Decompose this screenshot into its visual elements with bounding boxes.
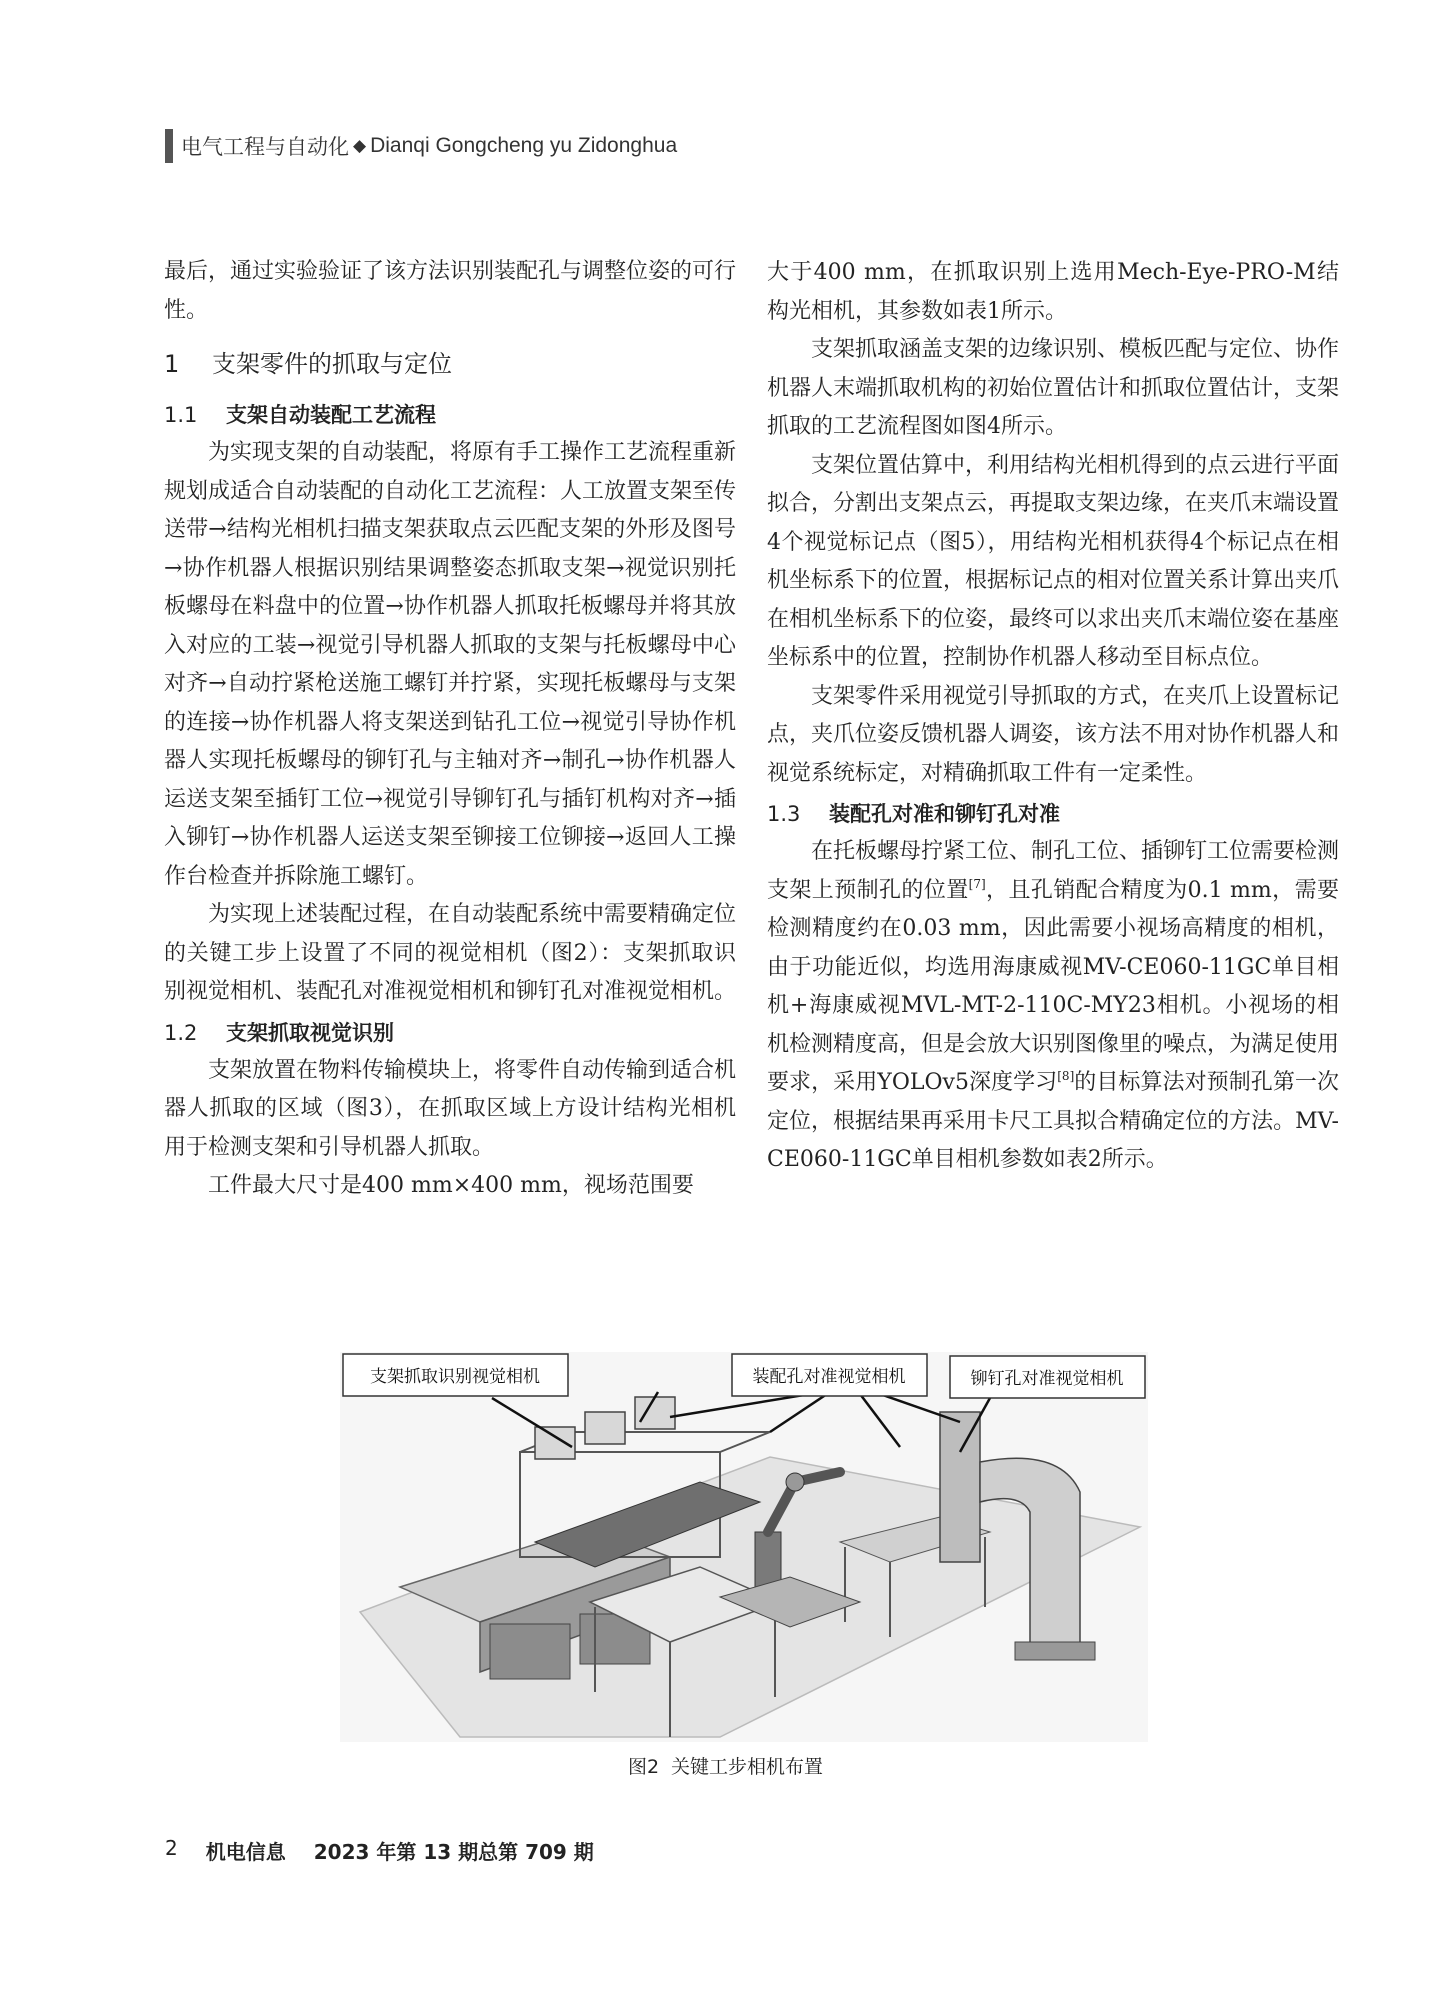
paragraph: 大于400 mm，在抓取识别上选用Mech-Eye-PRO-M结构光相机，其参数如表1所示。 [767, 260, 1339, 324]
subsection-heading-1-3 [767, 795, 1339, 833]
figure-caption-text: 关键工步相机布置 [671, 1756, 824, 1778]
citation-8: [8] [1057, 1069, 1075, 1083]
subsection-title: 装配孔对准和铆钉孔对准 [829, 802, 1060, 826]
journal-name: 机电信息 [205, 1840, 286, 1864]
header-pinyin-title: Dianqi Gongcheng yu Zidonghua [370, 134, 678, 157]
paragraph: 支架零件采用视觉引导抓取的方式，在夹爪上设置标记点，夹爪位姿反馈机器人调姿，该方法不用对协作机器人和视觉系统标定，对精确抓取工件有一定柔性。 [767, 683, 1340, 786]
section-title: 支架零件的抓取与定位 [212, 350, 452, 378]
subsection-heading-1-1 [164, 396, 736, 434]
label-grab-camera: 支架抓取识别视觉相机 [370, 1367, 540, 1387]
issue-info: 2023 年第 13 期总第 709 期 [313, 1840, 594, 1864]
subsection-number: 1.1 [164, 403, 198, 427]
header-chinese-title: 电气工程与自动化 [181, 135, 349, 159]
paragraph: 工件最大尺寸是400 mm×400 mm，视场范围要 [208, 1173, 694, 1198]
equipment-illustration [340, 1352, 1148, 1742]
page-number: 2 [165, 1836, 178, 1860]
figure-number: 图2 [627, 1756, 660, 1778]
subsection-number: 1.2 [164, 1020, 198, 1045]
paragraph: 支架位置估算中，利用结构光相机得到的点云进行平面拟合，分割出支架点云，再提取支架边缘，在夹爪末端设置4个视觉标记点（图5），用结构光相机获得4个标记点在相机坐标系下的位置，根据标记点的相对位置关系计算出夹爪在相机坐标系下的位姿，最终可以求出夹爪末端位姿在基座坐标系中的位置，控制协作机器人移动至目标点位。 [767, 452, 1340, 670]
right-column [767, 254, 1339, 1180]
header-bar [165, 129, 173, 163]
figure-caption [0, 1752, 1451, 1779]
paragraph: 为实现上述装配过程，在自动装配系统中需要精确定位的关键工步上设置了不同的视觉相机（图2）：支架抓取识别视觉相机、装配孔对准视觉相机和铆钉孔对准视觉相机。 [164, 902, 737, 1004]
subsection-number: 1.3 [767, 802, 801, 826]
paragraph-text: ，且孔销配合精度为0.1 mm，需要检测精度约在0.03 mm，因此需要小视场高精度的相机，由于功能近似，均选用海康威视MV-CE060-11GC单目相机+海康威视MVL-MT-2-110C-MY23相机。小视场的相机检测精度高，但是会放大识别图像里的噪点，为满足使用要求，采用YOLOv5深度学习 [767, 877, 1340, 1095]
label-assembly-hole-camera: 装配孔对准视觉相机 [752, 1367, 906, 1387]
subsection-heading-1-2 [164, 1014, 736, 1052]
paragraph-text: 在托板螺母拧紧工位、制孔工位、插铆钉工位需要检测支架上预制孔的位置 [767, 839, 1340, 903]
paragraph: 支架放置在物料传输模块上，将零件自动传输到适合机器人抓取的区域（图3），在抓取区域上方设计结构光相机用于检测支架和引导机器人抓取。 [164, 1057, 737, 1160]
figure-2-camera-layout [340, 1352, 1148, 1742]
section-heading-1 [164, 344, 736, 384]
paragraph [767, 833, 1339, 1180]
paragraph: 为实现支架的自动装配，将原有手工操作工艺流程重新规划成适合自动装配的自动化工艺流程：人工放置支架至传送带→结构光相机扫描支架获取点云匹配支架的外形及图号→协作机器人根据识别结果调整姿态抓取支架→视觉识别托板螺母在料盘中的位置→协作机器人抓取托板螺母并将其放入对应的工装→视觉引导机器人抓取的支架与托板螺母中心对齐→自动拧紧枪送施工螺钉并拧紧，实现托板螺母与支架的连接→协作机器人将支架送到钻孔工位→视觉引导协作机器人实现托板螺母的铆钉孔与主轴对齐→制孔→协作机器人运送支架至插钉工位→视觉引导铆钉孔与插钉机构对齐→插入铆钉→协作机器人运送支架至铆接工位铆接→返回人工操作台检查并拆除施工螺钉。 [164, 440, 737, 889]
paragraph-text: 的目标算法对预制孔第一次定位，根据结果再采用卡尺工具拟合精确定位的方法。MV-CE060-11GC单目相机参数如表2所示。 [767, 1070, 1339, 1172]
page-footer [165, 1836, 594, 1865]
running-header [165, 129, 677, 163]
section-number: 1 [164, 350, 180, 378]
paragraph: 最后，通过实验验证了该方法识别装配孔与调整位姿的可行性。 [164, 259, 737, 323]
label-rivet-hole-camera: 铆钉孔对准视觉相机 [970, 1369, 1124, 1389]
header-diamond-separator: ◆ [353, 136, 367, 156]
citation-7: [7] [968, 876, 986, 891]
paragraph: 支架抓取涵盖支架的边缘识别、模板匹配与定位、协作机器人末端抓取机构的初始位置估计和抓取位置估计，支架抓取的工艺流程图如图4所示。 [767, 337, 1340, 439]
left-column [164, 253, 736, 1206]
subsection-title: 支架自动装配工艺流程 [226, 403, 436, 427]
subsection-title: 支架抓取视觉识别 [226, 1020, 394, 1045]
